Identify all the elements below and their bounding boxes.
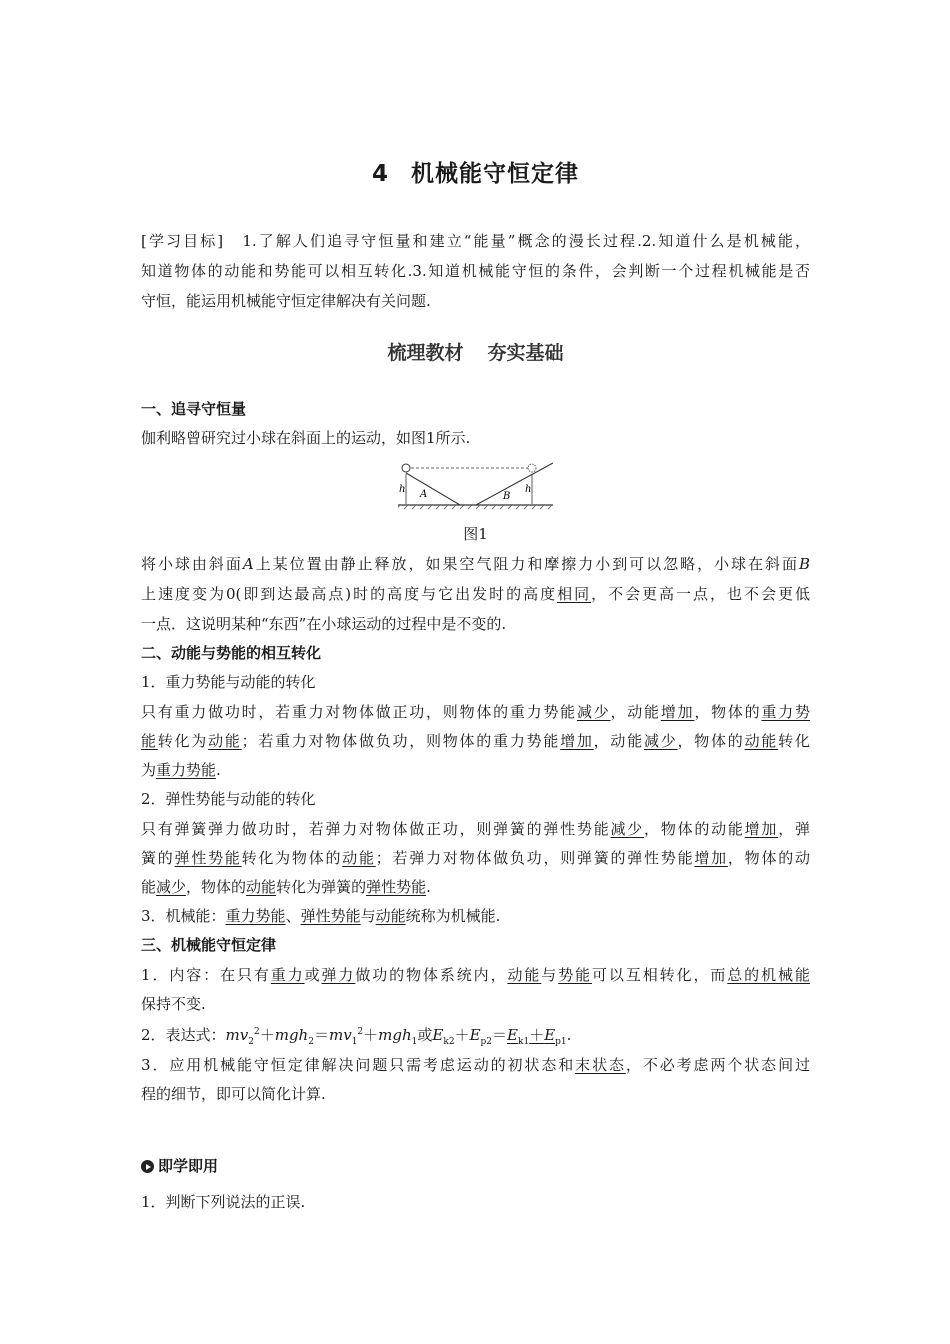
ball-end [528,464,536,472]
objectives-line-1: [学习目标] 1.了解人们追寻守恒量和建立“能量”概念的漫长过程.2.知道什么是机械能， [141,232,810,250]
part2-s2-line-3: 能减少，物体的动能转化为弹簧的弹性势能. [141,878,431,896]
label-h-left: h [399,484,406,495]
objectives-line-2: 知道物体的动能和势能可以相互转化.3.知道机械能守恒的条件，会判断一个过程机械能是否 [141,262,810,280]
part2-sub-2: 2．弹性势能与动能的转化 [141,790,316,808]
label-a: A [420,489,428,500]
part2-s1-line-2: 能转化为动能；若重力对物体做负功，则物体的重力势能增加，动能减少，物体的动能转化 [141,732,810,750]
title-number: 4 [371,161,389,187]
section-banner [141,338,810,365]
part3-content-line-1: 1．内容：在只有重力或弹力做功的物体系统内，动能与势能可以互相转化，而总的机械能 [141,966,810,984]
formula-energy: $E_{k2}+E_{p2}=E_{k1}+E_{p1}$. [432,1026,572,1047]
part2-mechanical-energy: 3．机械能：重力势能、弹性势能与动能统称为机械能. [141,907,501,925]
page-title [141,155,810,188]
practice-heading [141,1152,218,1181]
part2-s2-line-2: 簧的弹性势能转化为物体的动能；若弹力对物体做负功，则弹簧的弹性势能增加，物体的动 [141,849,810,867]
ground-hatching [398,505,552,509]
part1-para-line-1: 将小球由斜面A上某位置由静止释放，如果空气阻力和摩擦力小到可以忽略，小球在斜面B [141,555,810,573]
label-b: B [503,491,511,502]
heading-part-2: 二、动能与势能的相互转化 [141,644,322,662]
part1-intro: 伽利略曾研究过小球在斜面上的运动，如图1所示. [141,429,471,447]
label-h-right: h [525,484,532,495]
part1-para-line-3: 一点．这说明某种“东西”在小球运动的过程中是不变的. [141,615,507,633]
section-banner-left: 梳理教材 [387,342,464,364]
practice-item-1: 1．判断下列说法的正误. [141,1193,306,1211]
part3-expression: 2．表达式：$mv_2^2+mgh_2=mv_1^2+mgh_1$或$E_{k2}+E_{p2}=E_{k1}+E_{p1}$. [141,1026,572,1047]
part2-s1-line-1: 只有重力做功时，若重力对物体做正功，则物体的重力势能减少，动能增加，物体的重力势 [141,703,810,721]
heading-part-1: 一、追寻守恒量 [141,400,247,418]
part2-sub-1: 1．重力势能与动能的转化 [141,673,316,691]
section-banner-right: 夯实基础 [487,342,564,364]
formula: $mv_2^2+mgh_2=mv_1^2+mgh_1$ [225,1026,418,1047]
ball-start [402,464,410,472]
title-text: 机械能守恒定律 [411,161,579,187]
figure-caption: 图1 [463,525,488,543]
part3-content-line-2: 保持不变. [141,995,206,1013]
play-circle-icon [141,1160,154,1173]
objectives-line-3: 守恒，能运用机械能守恒定律解决有关问题. [141,292,431,310]
heading-part-3: 三、机械能守恒定律 [141,936,277,954]
practice-heading-text: 即学即用 [158,1157,219,1175]
part1-para-line-2: 上速度变为0(即到达最高点)时的高度与它出发时的高度相同，不会更高一点，也不会更低 [141,585,810,603]
part2-s1-line-3: 为重力势能. [141,761,221,779]
part3-apply-line-2: 程的细节，即可以简化计算. [141,1085,326,1103]
inclined-plane-figure [398,461,553,511]
part3-apply-line-1: 3．应用机械能守恒定律解决问题只需考虑运动的初状态和末状态，不必考虑两个状态间过 [141,1056,810,1074]
part2-s2-line-1: 只有弹簧弹力做功时，若弹力对物体做正功，则弹簧的弹性势能减少，物体的动能增加，弹 [141,820,810,838]
